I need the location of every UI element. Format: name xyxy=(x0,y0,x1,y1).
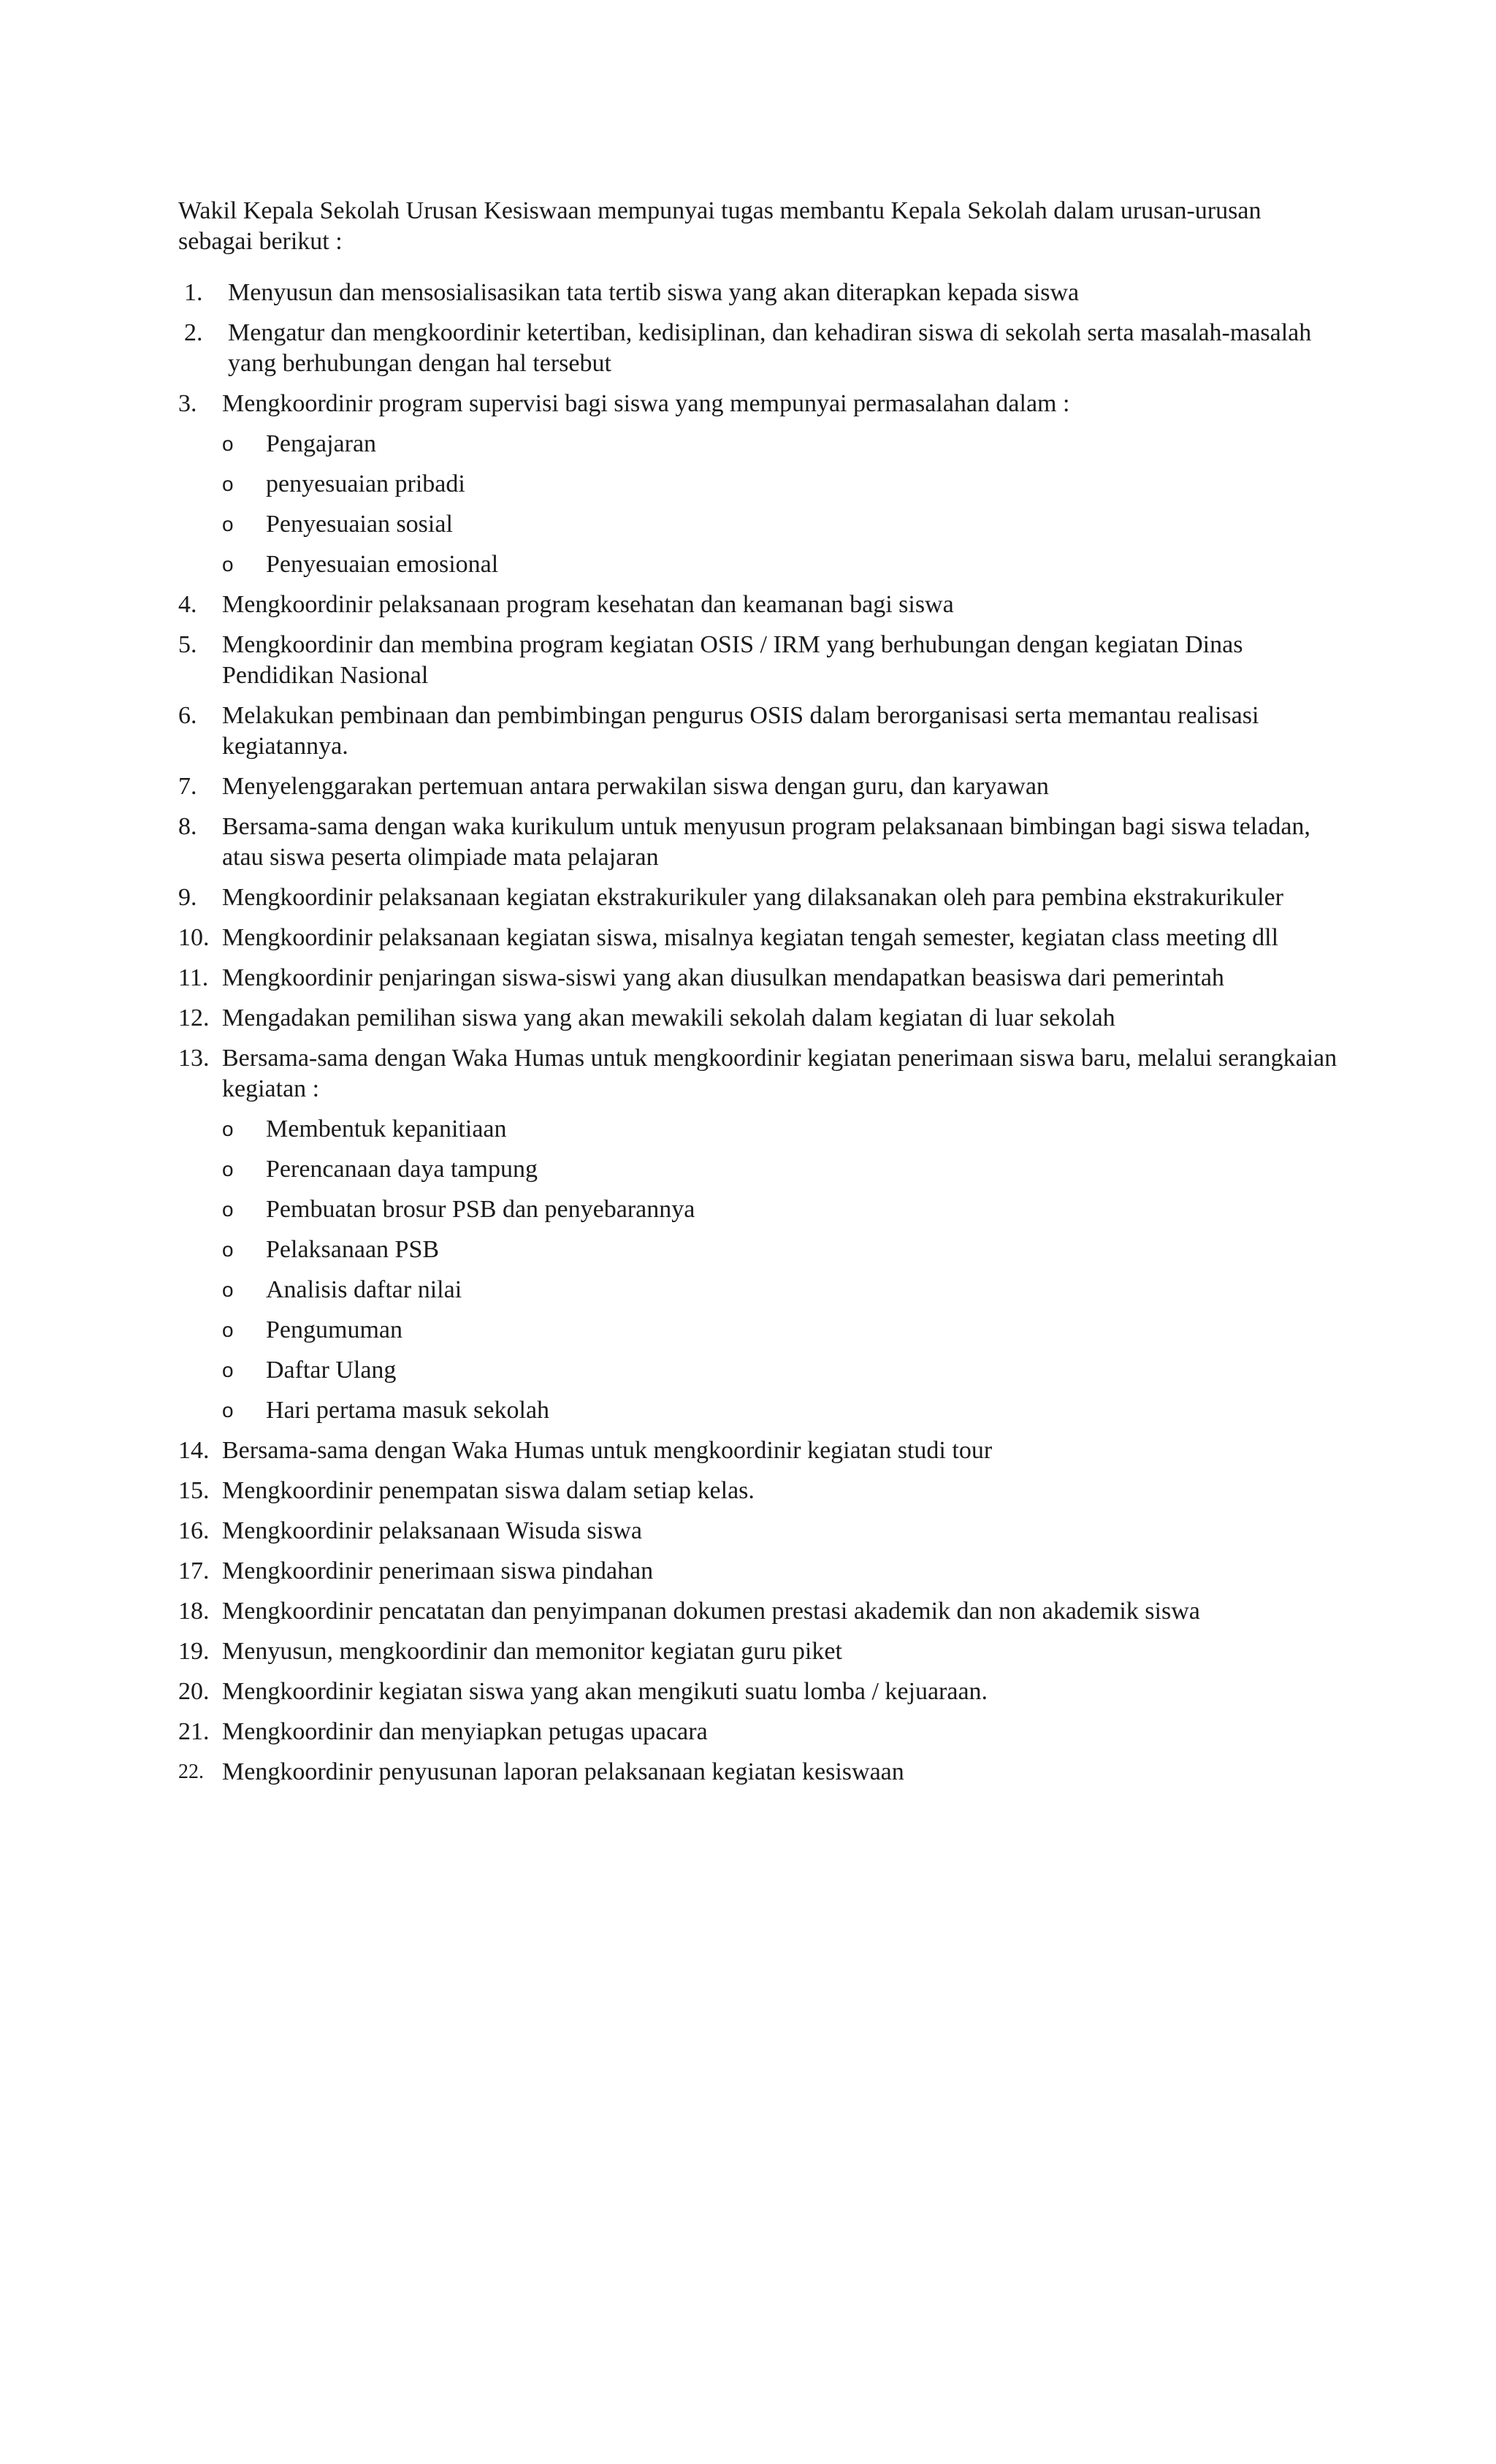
bullet-o-icon: o xyxy=(222,1399,234,1422)
list-item-number: 17. xyxy=(178,1557,210,1584)
list-item xyxy=(178,812,1347,873)
sub-list-item xyxy=(178,1315,1347,1346)
list-item-number: 16. xyxy=(178,1517,210,1544)
sub-list-item-text: Pengumuman xyxy=(266,1316,402,1343)
bullet-o-icon: o xyxy=(222,513,234,535)
list-item-number: 9. xyxy=(178,884,197,911)
list-item xyxy=(178,1516,1347,1546)
list-item-text: Menyusun, mengkoordinir dan memonitor kegiatan guru piket xyxy=(222,1638,842,1665)
list-item-text: Mengkoordinir penjaringan siswa-siswi yang akan diusulkan mendapatkan beasiswa dari pemerintah xyxy=(222,964,1224,991)
bullet-o-icon: o xyxy=(222,432,234,455)
list-item xyxy=(178,1757,1347,1788)
sub-list-item xyxy=(178,1194,1347,1225)
list-item-number: 8. xyxy=(178,813,197,840)
list-item-text: Mengkoordinir program supervisi bagi siswa yang mempunyai permasalahan dalam : xyxy=(222,390,1070,417)
sub-list-item xyxy=(178,1275,1347,1305)
sub-list-item xyxy=(178,1395,1347,1426)
bullet-o-icon: o xyxy=(222,1359,234,1381)
list-item-number: 22. xyxy=(178,1761,204,1783)
list-item-text: Mengkoordinir dan menyiapkan petugas upacara xyxy=(222,1718,708,1745)
list-item-number: 5. xyxy=(178,631,197,658)
sub-list-item xyxy=(178,549,1347,580)
list-item xyxy=(178,1043,1347,1105)
list-item xyxy=(178,1435,1347,1466)
list-item-number: 4. xyxy=(178,591,197,618)
list-item xyxy=(178,630,1347,691)
list-item-number: 1. xyxy=(184,279,203,306)
sub-list-item-text: Analisis daftar nilai xyxy=(266,1276,462,1303)
sub-list-item xyxy=(178,1114,1347,1145)
sub-list-item-text: Pengajaran xyxy=(266,430,377,457)
sub-list-item-text: Penyesuaian sosial xyxy=(266,511,453,538)
sub-list-item xyxy=(178,1355,1347,1386)
sub-list-item-text: Daftar Ulang xyxy=(266,1357,397,1384)
list-item-number: 13. xyxy=(178,1045,210,1072)
list-item-text: Mengkoordinir penempatan siswa dalam setiap kelas. xyxy=(222,1477,755,1504)
sub-list-item xyxy=(178,1235,1347,1265)
sub-list-item xyxy=(178,429,1347,459)
list-item-text: Melakukan pembinaan dan pembimbingan pengurus OSIS dalam berorganisasi serta memantau realisasi kegiatannya. xyxy=(222,702,1259,760)
list-item-number: 3. xyxy=(178,390,197,417)
list-item-text: Mengkoordinir kegiatan siswa yang akan mengikuti suatu lomba / kejuaraan. xyxy=(222,1678,988,1705)
list-item-text: Mengkoordinir dan membina program kegiatan OSIS / IRM yang berhubungan dengan kegiatan Dinas Pendidikan Nasional xyxy=(222,631,1243,689)
list-item-text: Mengkoordinir penerimaan siswa pindahan xyxy=(222,1557,654,1584)
sub-list xyxy=(178,1114,1347,1426)
list-item xyxy=(178,1476,1347,1506)
list-item-text: Mengkoordinir pelaksanaan kegiatan ekstrakurikuler yang dilaksanakan oleh para pembina ekstrakurikuler xyxy=(222,884,1283,911)
sub-list-item xyxy=(178,1154,1347,1185)
list-item xyxy=(178,318,1347,379)
list-item-text: Mengadakan pemilihan siswa yang akan mewakili sekolah dalam kegiatan di luar sekolah xyxy=(222,1004,1115,1031)
list-item-number: 15. xyxy=(178,1477,210,1504)
list-item xyxy=(178,1717,1347,1747)
list-item-number: 2. xyxy=(184,319,203,346)
task-list xyxy=(178,278,1347,1797)
list-item-text: Menyelenggarakan pertemuan antara perwakilan siswa dengan guru, dan karyawan xyxy=(222,773,1049,800)
list-item xyxy=(178,278,1347,308)
list-item-number: 14. xyxy=(178,1437,210,1464)
bullet-o-icon: o xyxy=(222,1278,234,1301)
list-item-number: 11. xyxy=(178,964,209,991)
bullet-o-icon: o xyxy=(222,1118,234,1140)
bullet-o-icon: o xyxy=(222,473,234,495)
intro-paragraph: Wakil Kepala Sekolah Urusan Kesiswaan mempunyai tugas membantu Kepala Sekolah dalam urusan-urusan sebagai berikut : xyxy=(178,197,1262,255)
list-item xyxy=(178,1596,1347,1627)
list-item-text: Menyusun dan mensosialisasikan tata tertib siswa yang akan diterapkan kepada siswa xyxy=(228,279,1080,306)
sub-list-item-text: Penyesuaian emosional xyxy=(266,551,499,578)
sub-list-item xyxy=(178,469,1347,500)
list-item-number: 10. xyxy=(178,924,210,951)
sub-list-item xyxy=(178,509,1347,540)
list-item-number: 20. xyxy=(178,1678,210,1705)
sub-list-item-text: Pelaksanaan PSB xyxy=(266,1236,440,1263)
list-item xyxy=(178,771,1347,802)
list-item xyxy=(178,963,1347,993)
list-item xyxy=(178,1677,1347,1707)
list-item xyxy=(178,590,1347,620)
sub-list xyxy=(178,429,1347,580)
list-item xyxy=(178,882,1347,913)
list-item xyxy=(178,1636,1347,1667)
list-item xyxy=(178,1556,1347,1587)
list-item-text: Mengkoordinir penyusunan laporan pelaksanaan kegiatan kesiswaan xyxy=(222,1758,904,1785)
list-item xyxy=(178,1003,1347,1034)
list-item xyxy=(178,389,1347,419)
bullet-o-icon: o xyxy=(222,1238,234,1261)
bullet-o-icon: o xyxy=(222,1319,234,1341)
list-item-text: Bersama-sama dengan Waka Humas untuk mengkoordinir kegiatan studi tour xyxy=(222,1437,993,1464)
bullet-o-icon: o xyxy=(222,1198,234,1221)
list-item-text: Bersama-sama dengan Waka Humas untuk mengkoordinir kegiatan penerimaan siswa baru, melalui serangkaian kegiatan : xyxy=(222,1045,1337,1102)
list-item-text: Bersama-sama dengan waka kurikulum untuk menyusun program pelaksanaan bimbingan bagi siswa teladan, atau siswa peserta olimpiade mata pelajaran xyxy=(222,813,1310,871)
list-item-text: Mengatur dan mengkoordinir ketertiban, kedisiplinan, dan kehadiran siswa di sekolah serta masalah-masalah yang berhubungan dengan hal tersebut xyxy=(228,319,1312,377)
sub-list-item-text: Perencanaan daya tampung xyxy=(266,1156,538,1183)
list-item-text: Mengkoordinir pelaksanaan kegiatan siswa, misalnya kegiatan tengah semester, kegiatan class meeting dll xyxy=(222,924,1279,951)
list-item xyxy=(178,923,1347,953)
sub-list-item-text: Hari pertama masuk sekolah xyxy=(266,1397,550,1424)
bullet-o-icon: o xyxy=(222,1158,234,1180)
list-item-number: 12. xyxy=(178,1004,210,1031)
sub-list-item-text: penyesuaian pribadi xyxy=(266,470,465,497)
list-item xyxy=(178,701,1347,762)
sub-list-item-text: Membentuk kepanitiaan xyxy=(266,1115,507,1143)
list-item-number: 21. xyxy=(178,1718,210,1745)
list-item-text: Mengkoordinir pelaksanaan Wisuda siswa xyxy=(222,1517,642,1544)
list-item-number: 7. xyxy=(178,773,197,800)
bullet-o-icon: o xyxy=(222,553,234,576)
sub-list-item-text: Pembuatan brosur PSB dan penyebarannya xyxy=(266,1196,695,1223)
list-item-number: 19. xyxy=(178,1638,210,1665)
list-item-text: Mengkoordinir pencatatan dan penyimpanan dokumen prestasi akademik dan non akademik siswa xyxy=(222,1598,1200,1625)
list-item-number: 6. xyxy=(178,702,197,729)
list-item-text: Mengkoordinir pelaksanaan program kesehatan dan keamanan bagi siswa xyxy=(222,591,954,618)
list-item-number: 18. xyxy=(178,1598,210,1625)
